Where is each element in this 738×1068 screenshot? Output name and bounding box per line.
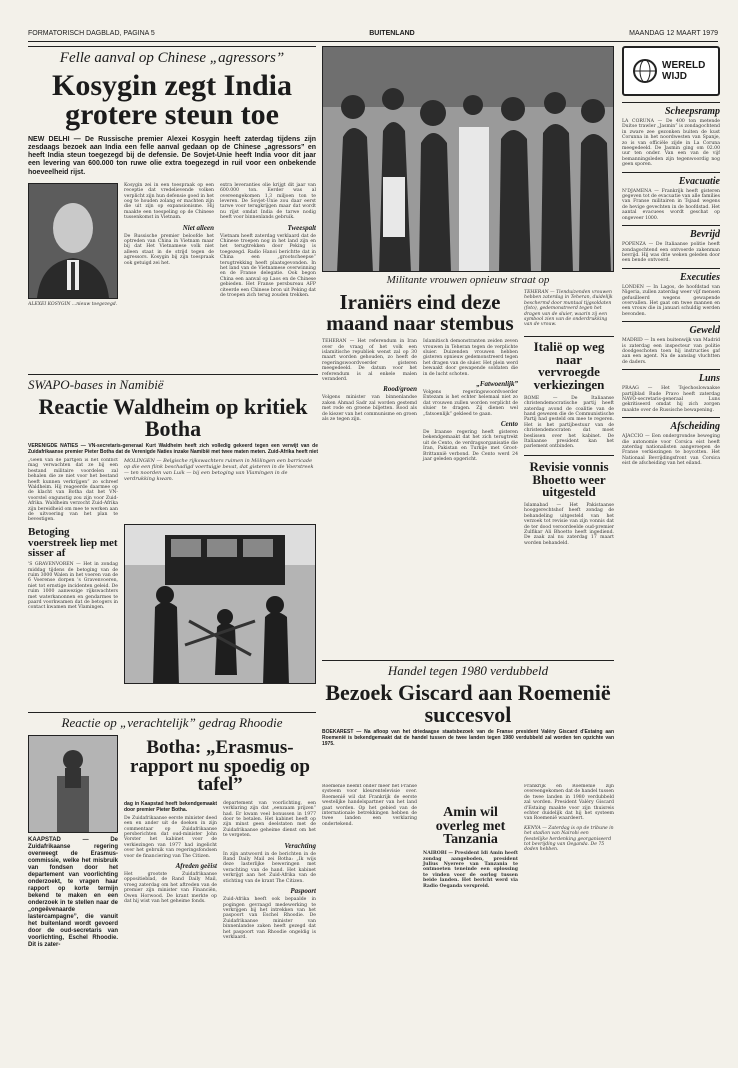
masthead-section: BUITENLAND xyxy=(369,30,415,37)
wereld-b3: POPENZA — De Italiaanse politie heeft zondagochtend een ontvoerde zakenman bevrijd. Hij was drie weken geleden door een bende ontvoerd. xyxy=(622,242,720,264)
botha-body-6: Zuid-Afrika heeft ook bepaalde in pogingen gevraagd medewerking te verkrijgen bij het intrekken van het paspoort van Eschel Rhoodie. De Zuidafrikaanse minister van binnenlandse zaken heeft gezegd dat het paspoort van Rhoodie ongeldig is verklaard. xyxy=(223,897,316,940)
kosygin-lead: NEW DELHI — De Russische premier Alexei Kosygin heeft zaterdag tijdens zijn zesdaags bezoek aan India een felle aanval gedaan op de Chinese „agressors” en heeft India steun toegezegd bij de defensie. De Sovjet-Unie heeft India voor dit jaar een levering van 600.000 ton ruwe olie extra toegezegd in ruil voor een onbekende hoeveelheid rijst. xyxy=(28,135,316,176)
namibie-side xyxy=(28,458,118,654)
iran-sub-1: „Fatwoenlijk” xyxy=(476,380,518,388)
iran-body-4: Islamitisch demonstranten zeiden zeven vrouwen in Teheran tegen de verplichte sluier. Duizenden vrouwen hebben gisteren opnieuw gedemonstreerd tegen het dragen van de sluier. Het plein werd bewaakt door gewapende soldaten die in de lucht schoten. xyxy=(423,339,518,377)
botha-sub-1: Afreden geëist xyxy=(175,862,217,871)
botha-lead: dag in Kaapstad heeft bekendgemaakt door premier Pieter Botha. xyxy=(124,800,217,813)
kosygin-headline: Kosygin zegt India grotere steun toe xyxy=(51,69,293,132)
amin-caption: KENYA — Zaterdag is op de tribune in het stadion van Nairobi een feestelijke herdenking georganiseerd tot bevrijding van Oeganda. De 75 doden hebben. xyxy=(524,825,614,853)
botha-headline: Botha: „Erasmus-rapport nu spoedig op tafel” xyxy=(129,737,311,796)
statue-photo xyxy=(29,736,117,832)
bhutto-headline: Revisie vonnis Bhoetto weer uitgesteld xyxy=(529,458,609,500)
voer-photo xyxy=(124,524,316,684)
namibie-body: „Geen van de partijen is het conflict mag verwachten dat ze bij een bestand militaire voordelen zal behalen die ze niet voor het bestand heeft kunnen verkrijgen” zo schreef Waldheim. Hij reageerde daarmee op de klacht van Botha dat het VN-voorstel ongunstig zou zijn voor Zuid-Afrika. Waldheim verzocht Zuid-Afrika zijn bereidheid om mee te werken aan de uitvoering van het plan te bevestigen. xyxy=(28,458,118,523)
kosygin-body-4: Vietnam heeft zaterdag verklaard dat de Chinese troepen nog in het land zijn en het terugtrekken door Peking is toegezegd. Radio Hanoi berichtte dat in China een „grootscheepse” terugtrekking heeft plaatsgevonden. In het land van de Vietnamese overwinning en de Franse delegatie. Ook begon China een aanval op Laos en de Chinese gebieden. Het Franse persbureau AFP citeerde een Chinese bron uit Peking dat de troepen zich terug zouden trekken. xyxy=(220,233,316,299)
iran-caption: TEHERAN — Tienduizenden vrouwen hebben zaterdag in Teheran, duidelijk beschermd door muntaal tijgsoldaten (foto), gedemonstreerd tegen het dragen van de sluier, waarin zij een symbool zien van de onderdrukking van de vrouw. xyxy=(524,290,613,328)
wereld-b4: LONDEN — In Lagos, de hoofdstad van Nigeria, zullen zaterdag weer vijf mensen gefusilleerd wegens gewapende overvallen. Het gaat om twee mannen en een vrouw die in januari schuldig werden bevonden. xyxy=(622,284,720,317)
voer-caption: MOLINGEN — Belgische rijkswachters ruimen in Mölingen een barricade op die een flink beschadigd voertuigje bevat, dat gisteren in de Voerstreek — ten noorden van Luik — bij een betoging van Vlamingen in de verdrukking kwam. xyxy=(124,458,314,482)
giscard-article xyxy=(322,660,614,782)
botha-kicker: Reactie op „verachtelijk” gedrag Rhoodie xyxy=(28,712,316,731)
wereld-s7: Afscheiding xyxy=(622,417,720,432)
italie-body: ROME — De Italiaanse christendemocratische partij heeft zaterdag avond de coalitie van de hand gewezen die de Communistische Partij had gesteld om mee te regeren. Het is het partijbestuur van de christendemocraten dat moet beslissen over het kabinet. De Italiaanse president kan het parlement ontbinden. xyxy=(524,395,614,450)
crowd-photo xyxy=(323,47,614,272)
wereld-s3: Bevrijd xyxy=(622,225,720,240)
iran-headline: Iraniërs eind deze maand naar stembus xyxy=(326,290,514,335)
kosygin-caption: ALEXEI KOSYGIN ...nieuw toegezegd. xyxy=(28,301,118,307)
wereld-b5: MADRID — In een buitenwijk van Madrid is zaterdag een inspecteur van politie doodgeschoten toen hij instructies gaf aan een agent. Na de aanslag vluchtten de daders. xyxy=(622,338,720,365)
iran-body-1: TEHERAN — Het referendum in Iran over de vraag of het volk een islamitische republiek wenst zal op 30 maart worden gehouden, zo heeft de regeringswoordvoerder gisteren meegedeeld. De datum voor het referendum is al enkele malen veranderd. xyxy=(322,339,417,382)
voerstreek-headline: Betoging voerstreek liep met sisser af xyxy=(28,525,118,560)
giscard-kicker: Handel tegen 1980 verdubbeld xyxy=(322,660,614,679)
wereld-b1: LA CORUNA — De 400 ton metende Duitse trawler „Jasmin” is zondagochtend in zware zee gezonken buiten de kust Corunna in het noordwesten van Spanje, zo is van officiële zijde in La Coruna meegedeeld. De Jasmin ging om 02.00 uur ten onder. Van een van de vijf bemanningsleden zijn tegenwoordig nog geen sporen. xyxy=(622,119,720,168)
amin-headline: Amin wil overleg met Tanzania xyxy=(435,805,506,848)
namibie-article xyxy=(28,374,318,454)
giscard-body-2: Frankrijk en Roemenië zijn overeengekomen dat de handel tussen de twee landen in 1980 verdubbeld zal worden. President Valéry Giscard d'Estaing maakte voor zijn thuisreis echter duidelijk dat hij het systeem van Roemenië waardeert. xyxy=(524,784,614,822)
botha-article xyxy=(28,712,316,1046)
wereld-b2: N'DJAMENA — Frankrijk heeft gisteren gegeven tot de evacuatie van alle families van Franse militairen in Tsjaad wegens de hevige gevechten in de hoofdstad. Het aantal evacuees wordt geschat op ongeveer 1000. xyxy=(622,188,720,221)
amin-body: NAIROBI — President Idi Amin heeft zondag aangeboden, president Julius Nyerere van Tanzania te ontmoeten teneinde een oplossing te vinden voor de oorlog tussen beide landen. Het bericht werd via Radio Oeganda verspreid. xyxy=(423,851,518,889)
botha-body-2: Het grootste Zuidafrikaanse oppositieblad, de Rand Daily Mail, vroeg zaterdag om het aftreden van de premier zijn minister van Financiën, Owen Horwood. De krant merkte op dat hij wist van het geheime fonds. xyxy=(124,872,217,905)
botha-sub-2: Verachting xyxy=(284,841,316,850)
namibie-headline: Reactie Waldheim op kritiek Botha xyxy=(38,394,308,441)
giscard-body xyxy=(322,784,614,1046)
globe-icon xyxy=(632,58,658,84)
namibie-kicker: SWAPO-bases in Namibië xyxy=(28,374,318,393)
kosygin-body-2: De Russische premier beloofde het optreden van China in Vietnam maar bij dat Het Vietnamese volk niet alleen staat in de strijd tegen de agressors. Kosygin bij zijn toespraak ook getuigd zei het. xyxy=(124,233,214,266)
iran-body-5: De Iraanse regering heeft gisteren bekendgemaakt dat het zich terugtrekt uit de Cento, de verdragsorganisatie die Iran, Pakistan en Turkije met Groot-Brittannië verbond. De Cento werd 24 jaar geleden opgericht. xyxy=(423,430,518,463)
iran-article xyxy=(322,274,614,654)
masthead xyxy=(28,30,718,42)
iran-body-2: Volgens regeringswoordvoerder Entezam is het echter helemaal niet zo dat vrouwen zullen worden verplicht de sluier te dragen. Zij dienen wel „fatsoenlijk” gekleed te gaan. xyxy=(423,390,518,417)
wereld-s6: Luns xyxy=(622,369,720,384)
kosygin-sub-2: Tweespalt xyxy=(287,223,316,232)
iran-body-3: Volgens minister van binnenlandse zaken Ahmad Sadr zal worden gestemd met rode en groene biljetten. Rood als de kiezer van het communisme en groen als ze tegen zijn. xyxy=(322,395,417,423)
kosygin-photo xyxy=(28,183,118,299)
namibie-lead: VERENIGDE NATIES — VN-secretaris-generaal Kurt Waldheim heeft zich volledig gekeerd tegen een verwijt van de Zuidafrikaanse premier Pieter Botha dat de Verenigde Naties inzake Namibië met twee maten meten. Zuid-Afrika heeft niet xyxy=(28,443,318,454)
wereld-s5: Geweld xyxy=(622,321,720,336)
wereld-wijd-title: WERELD WIJD xyxy=(662,60,706,82)
kosygin-body-3: extra leveranties olie krijgt dit jaar van 600.000 ton. Eerder was al overeengekomen 1,3 miljoen ton te leveren. De Sovjet-Unie zou daar eerst tarwe voor terugkrijgen maar dat wordt nu rijst omdat India de tarwe nodig heeft voor binnenlands gebruik. xyxy=(220,182,316,221)
iran-sub-2: Rood/groen xyxy=(383,385,417,394)
iran-photo xyxy=(322,46,614,272)
wereld-wijd-column xyxy=(622,46,720,1046)
kosygin-sub-1: Niet alleen xyxy=(182,223,214,232)
kosygin-body-1: Kosygin zei in een toespraak op een receptie dat vredelievende volken verplicht zijn hun defensie goed in het oog te houden zolang er machten zijn die uit zijn op expansionisme. Hij maakte een toespeling op de Chinese tussenkomst in Vietnam. xyxy=(124,182,214,221)
masthead-date: MAANDAG 12 MAART 1979 xyxy=(629,30,718,37)
botha-body-1: De Zuidafrikaanse eerste minister deed een en ander uit de doeken in zijn commentaar op Zuidafrikaanse persberichten dat oud-minister John Vorster het kabinet voor de verkiezingen van 1977 had ingelicht over het gebruik van regeringsfondsen voor de financiering van The Citizen. xyxy=(124,815,217,859)
botha-lead-2: KAAPSTAD — De Zuidafrikaanse regering overweegt de Erasmus-commissie, welke het misbruik van fondsen door het departement van voorlichting onderzoekt, te vragen haar rapport op korte termijn bekend te maken en een onderzoek in te stellen naar de „ongeëvenaarde lastercampagne”, die vanuit het buitenland wordt gevoerd door de oud-secretaris van voorlichting, Eschel Rhoodie. Dit is zater- xyxy=(28,837,118,948)
wereld-s2: Evacuatie xyxy=(622,172,720,187)
wereld-b7: AJACCIO — Een ondergrondse beweging die autonomie voor Corsica eist heeft zaterdag nationalisten aangeroepen de Franse verkiezingen te boycotten. Het Nationaal Bevrijdingsfront van Corsica eist de afscheiding van het eiland. xyxy=(622,434,720,467)
iran-kicker: Militante vrouwen opnieuw straat op xyxy=(386,274,550,286)
kosygin-portrait xyxy=(29,184,117,298)
wereld-b6: PRAAG — Het Tsjechoslowaakse partijblad Rude Pravo heeft zaterdag NAVO-secretaris-generaal Luns gekritiseerd omdat hij zich zorgen maakte over de Russische bewapening. xyxy=(622,386,720,413)
kosygin-kicker: Felle aanval op Chinese „agressors” xyxy=(28,46,316,67)
barricade-photo xyxy=(125,525,316,684)
iran-sub-3: Cento xyxy=(500,420,518,429)
botha-body-4: In zijn antwoord in de berichten in de Rand Daily Mail zei Botha: „Ik wijs deze lasterlijke beweringen met verachting van de hand. Het kabinet verkrijgt aan het Zuid-Afrika van de stichting van de krant The Citizen. xyxy=(223,851,316,884)
giscard-body-1: Roemenië neemt onder meer het Franse systeem voor kleurentelevisie over. Roemenië wil dat Frankrijk de eerste westelijke handelspartner van het land gaat worden. Op het gebied van de internationale betrekkingen hebben de twee landen een verklaring ondertekend. xyxy=(322,784,417,827)
giscard-lead: BOEKAREST — Na afloop van het driedaagse staatsbezoek van de Franse president Valéry Giscard d'Estaing aan Roemenië is bekendgemaakt dat de handel tussen de twee landen tegen 1980 verdubbeld zal worden ten opzichte van 1975. xyxy=(322,729,614,748)
masthead-paper: FORMATORISCH DAGBLAD, PAGINA 5 xyxy=(28,30,155,37)
kosygin-article xyxy=(28,46,316,370)
botha-photo xyxy=(28,735,118,833)
wereld-s1: Scheepsramp xyxy=(622,102,720,117)
wereld-wijd-logo xyxy=(622,46,720,96)
botha-body-3: departement van voorlichting, een verklaring zijn dat „eenzaam prijzen” had. Er kwam veel bonussen in 1977 door te betalen. Het kabinet heeft op zijn minst geen deelstaten met de Zuidafrikaanse geheime dienst om het te vergeten. xyxy=(223,800,316,839)
botha-sub-3: Paspoort xyxy=(290,887,316,896)
voerstreek-body: 'S GRAVENVOREN — Het in zondag middag tijdens de betoging van de ruim 3000 Walen in het voeren van de 6 Voerense dorpen 's Gravenvoeren, niet tot ernstige incidenten geleid. De ruim 1000 aanwezige rijkswachters met waterkanonnen en gendarmes te paard voorkwamen dat de betogers in contact kwamen met Vlamingen. xyxy=(28,562,118,611)
wereld-s4: Executies xyxy=(622,268,720,283)
bhutto-body: Islamabad — Het Pakistaanse hooggerechtshof heeft zondag de behandeling uitgesteld van het verzoek tot revisie van zijn vonnis dat de ter dood veroordeelde oud-premier Zulfikar Ali Bhoetto heeft ingediend. De zaak zal nu zaterdag 17 maart worden behandeld. xyxy=(524,503,614,546)
giscard-headline: Bezoek Giscard aan Roemenië succesvol xyxy=(325,680,611,727)
italie-headline: Italië op weg naar vervroegde verkiezingen xyxy=(533,338,605,393)
